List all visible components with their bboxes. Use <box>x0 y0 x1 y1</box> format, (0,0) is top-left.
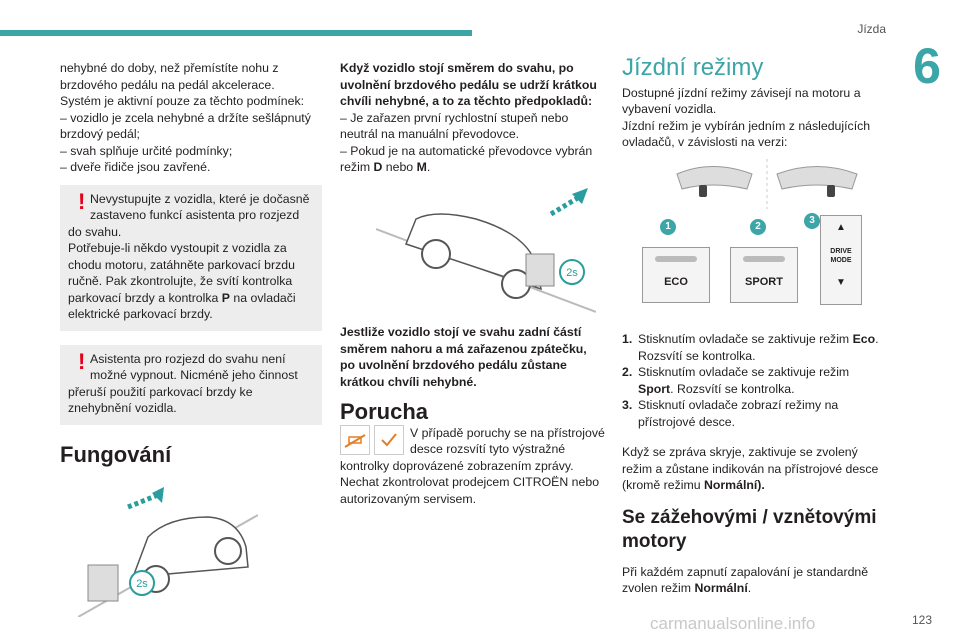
default-mode-text: Při každém zapnutí zapalování je standardně zvolen režim Normální. <box>622 564 869 595</box>
column-left <box>60 60 322 622</box>
heading-fungovani: Fungování <box>60 441 172 467</box>
warning-exclamation-icon: ! <box>78 188 86 214</box>
column-right <box>622 54 884 597</box>
drive-mode-label: DRIVE MODE <box>830 247 852 264</box>
arrow-down-icon: ▼ <box>836 276 846 288</box>
chapter-number: 6 <box>913 38 941 94</box>
warning-2-rest: přeruší použití parkovací brzdy ke znehybnění vozidla. <box>68 384 253 415</box>
page-number: 123 <box>911 613 932 627</box>
intro-text: nehybné do doby, než přemístíte nohu z brzdového pedálu na pedál akcelerace. <box>60 61 279 92</box>
badge-2: 2 <box>750 219 766 235</box>
heading-porucha: Porucha <box>340 399 429 424</box>
modes-text-1: Dostupné jízdní režimy závisejí na motoru a vybavení vozidla. <box>622 85 861 116</box>
column-middle <box>340 60 605 507</box>
step-3: 3. Stisknutí ovladače zobrazí režimy na přístrojové desce. <box>622 398 839 429</box>
warning-box-1 <box>60 185 322 331</box>
heading-jizdni-rezimy: Jízdní režimy <box>622 54 764 81</box>
watermark: carmanualsonline.info <box>650 614 816 633</box>
reverse-condition: Jestliže vozidlo stojí ve svahu zadní částí směrem nahoru a má zařazenou zpátečku, po uvolnění brzdového pedálu zůstane krátkou chvíli nehybné. <box>340 325 587 389</box>
eco-button-panel <box>642 247 710 303</box>
condition-3: – dveře řidiče jsou zavřené. <box>60 160 211 174</box>
step-1: 1. Stisknutím ovladače se zaktivuje režim Eco. Rozsvítí se kontrolka. <box>622 332 879 363</box>
sport-button-panel <box>730 247 798 303</box>
paddle-controls-illustration <box>667 159 867 209</box>
header-bar <box>0 30 472 36</box>
slope-warning-icon <box>340 425 370 455</box>
fault-text: V případě poruchy se na přístrojové desce rozsvítí tyto výstražné kontrolky doprovázené zobrazením zprávy. <box>340 425 605 473</box>
car-uphill-illustration <box>78 477 258 617</box>
mode-buttons-illustration <box>622 215 884 309</box>
badge-3: 3 <box>804 213 820 229</box>
condition-2: – svah splňuje určité podmínky; <box>60 143 233 158</box>
drive-mode-switch <box>820 215 862 305</box>
svg-text:2s: 2s <box>566 266 578 279</box>
mode-indication-text: Když se zpráva skryje, zaktivuje se zvolený režim a zůstane indikován na přístrojové desce (kromě režimu Normální). <box>622 445 879 492</box>
uphill-condition-1: – Je zařazen první rychlostní stupeň nebo neutrál na manuální převodovce. <box>340 110 569 141</box>
uphill-condition-2: – Pokud je na automatické převodovce vybrán režim D nebo M. <box>340 143 593 174</box>
fault-block <box>340 425 605 508</box>
badge-1: 1 <box>660 219 676 235</box>
warning-2-first: Asistenta pro rozjezd do svahu není možné vypnout. Nicméně jeho činnost <box>90 351 298 382</box>
eco-label: ECO <box>664 276 688 288</box>
warning-exclamation-icon: ! <box>78 348 86 374</box>
warning-1-rest: do svahu. <box>68 224 122 239</box>
svg-text:2s: 2s <box>136 578 148 590</box>
steps-list <box>622 331 884 430</box>
step-2: 2. Stisknutím ovladače se zaktivuje režim Sport. Rozsvítí se kontrolka. <box>622 365 850 396</box>
car-downhill-illustration <box>376 184 596 314</box>
sport-label: SPORT <box>745 276 783 288</box>
uphill-condition-heading: Když vozidlo stojí směrem do svahu, po uvolnění brzdového pedálu se udrží krátkou chvíli nehybné, a to za těchto předpokladů: <box>340 61 597 108</box>
arrow-up-icon: ▲ <box>836 222 846 233</box>
warning-1-first: Nevystupujte z vozidla, které je dočasně zastaveno funkcí asistenta pro rozjezd <box>90 191 310 222</box>
fault-warning-lights <box>340 425 404 455</box>
section-label: Jízda <box>857 22 886 36</box>
conditions-title: Systém je aktivní pouze za těchto podmínek: <box>60 94 305 108</box>
heading-engines: Se zážehovými / vznětovými motory <box>622 506 877 552</box>
condition-1: – vozidlo je zcela nehybné a držíte sešlápnutý brzdový pedál; <box>60 110 311 141</box>
warning-box-2 <box>60 345 322 425</box>
fault-service-text: Nechat zkontrolovat prodejcem CITROËN nebo autorizovaným servisem. <box>340 475 600 506</box>
modes-text-2: Jízdní režim je vybírán jedním z následujících ovladačů, v závislosti na verzi: <box>622 118 871 149</box>
warning-1-text2: Potřebuje-li někdo vystoupit z vozidla za chodu motoru, zatáhněte parkovací brzdu ručně. Pak zkontrolujte, že svítí kontrolka parkovací brzdy a kontrolka P na ovladači elektrické parkovací brzdy. <box>68 241 296 321</box>
check-warning-icon <box>374 425 404 455</box>
